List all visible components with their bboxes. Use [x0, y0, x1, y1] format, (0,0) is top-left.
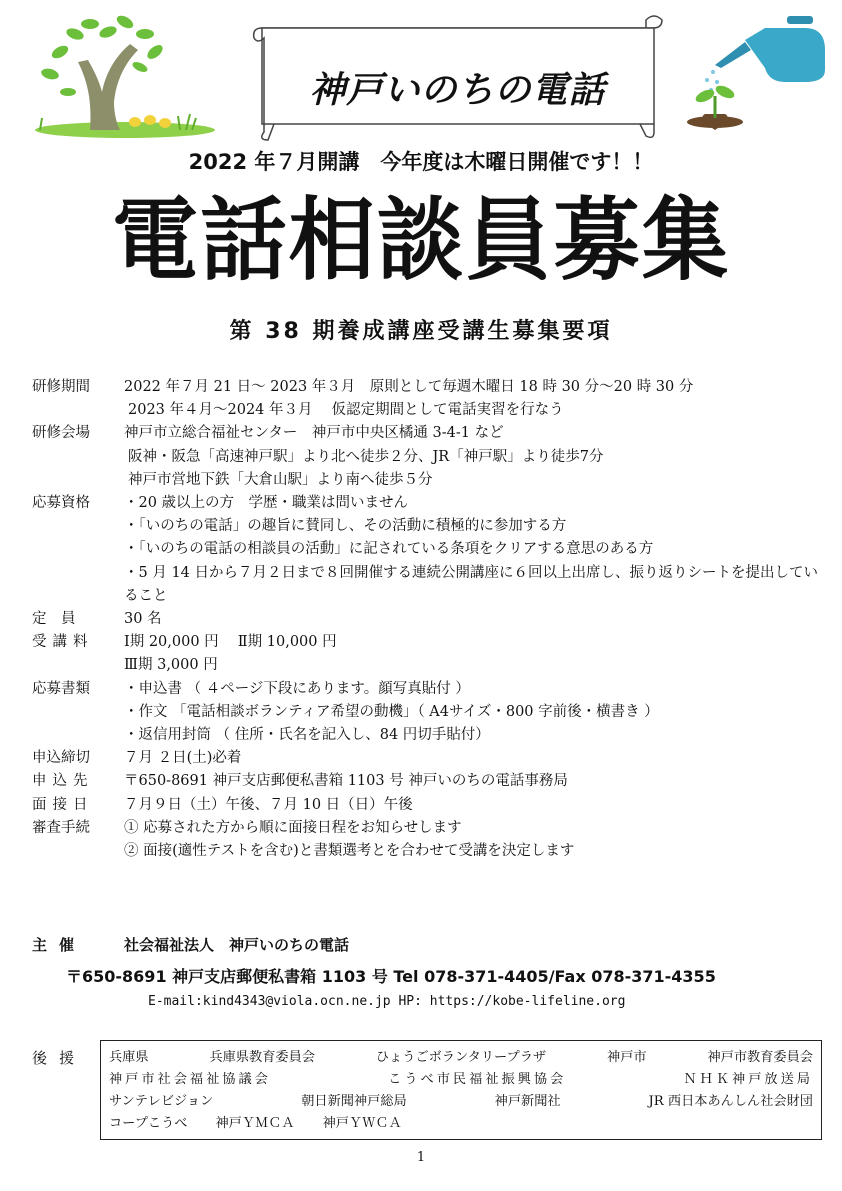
support-org: 神戸ＹＷＣＡ	[322, 1116, 402, 1131]
scroll-title: 神戸いのちの電話	[309, 70, 606, 111]
interview-row	[32, 794, 832, 817]
documents-item1: ・申込書 （ ４ページ下段にあります。顔写真貼付 ）	[124, 680, 470, 697]
deadline-value: ７月 ２日(土)必着	[124, 750, 242, 767]
destination-label: 申込先	[32, 773, 94, 790]
main-title: 電話相談員募集	[111, 188, 731, 293]
screening-item1: ① 応募された方から順に面接日程をお知らせします	[124, 819, 462, 836]
subtitle: 2022 年７月開講 今年度は木曜日開催です！！	[188, 150, 654, 174]
documents-item2: ・作文 「電話相談ボランティア希望の動機」（ A4サイズ・800 字前後・横書き ）	[124, 703, 659, 720]
support-org: 兵庫県教育委員会	[209, 1050, 315, 1065]
support-box	[100, 1040, 822, 1140]
support-org: 兵庫県	[109, 1050, 149, 1065]
screening-item2: ② 面接(適性テストを含む)と書類選考とを合わせて受講を決定します	[124, 843, 575, 860]
support-org: 神戸市社会福祉協議会	[109, 1072, 271, 1087]
deadline-row	[32, 747, 832, 770]
support-line3	[109, 1091, 813, 1113]
title-scroll	[250, 12, 665, 142]
capacity-row	[32, 608, 832, 631]
support-org: 朝日新聞神戸総局	[301, 1094, 407, 1109]
organizer-address: 〒650-8691 神戸支店郵便私書箱 1103 号 Tel 078-371-4405/Fax 078-371-4355	[66, 967, 716, 986]
period-label: 研修期間	[32, 379, 90, 395]
period-line2: 2023 年４月～2024 年３月 仮認定期間として電話実習を行なう	[128, 402, 564, 419]
support-org: JR 西日本あんしん社会財団	[648, 1094, 813, 1109]
page-number: 1	[416, 1150, 426, 1165]
organizer-name: 社会福祉法人 神戸いのちの電話	[124, 936, 350, 954]
period-line1: 2022 年７月 21 日～ 2023 年３月 原則として毎週木曜日 18 時 30 分～20 時 30 分	[124, 379, 694, 395]
support-org: 神戸市教育委員会	[707, 1050, 813, 1065]
sprout-watering-can-illustration	[685, 10, 835, 135]
venue-label: 研修会場	[32, 425, 90, 442]
support-line1	[109, 1047, 813, 1069]
documents-row	[32, 678, 832, 701]
fee-label: 受講料	[32, 634, 94, 651]
support-org: サンテレビジョン	[109, 1094, 214, 1109]
organizer	[32, 934, 349, 955]
support-org: 神戸新聞社	[494, 1094, 561, 1109]
organizer-contact: E-mail:kind4343@viola.ocn.ne.jp HP: https://kobe-lifeline.org	[148, 994, 626, 1009]
section-title: 第 38 期養成講座受講生募集要項	[229, 319, 613, 344]
organizer-label: 主催	[32, 936, 87, 954]
capacity-label: 定 員	[32, 611, 76, 628]
tree-illustration	[30, 12, 220, 142]
venue-line1: 神戸市立総合福祉センター 神戸市中央区橘通 3-4-1 など	[124, 425, 504, 442]
screening-label: 審査手続	[32, 819, 90, 836]
support-org: ひょうごボランタリープラザ	[375, 1050, 547, 1065]
support-org: こうべ市民福祉振興協会	[388, 1072, 567, 1087]
fee-line1: Ⅰ期 20,000 円 Ⅱ期 10,000 円	[124, 634, 337, 651]
documents-item3: ・返信用封筒 （ 住所・氏名を記入し、84 円切手貼付）	[124, 727, 490, 744]
support-org: ＮＨＫ神戸放送局	[683, 1072, 813, 1087]
capacity-value: 30 名	[124, 611, 162, 628]
support-line2	[109, 1069, 813, 1091]
support-org: 神戸ＹＭＣＡ	[215, 1116, 295, 1131]
eligibility-label: 応募資格	[32, 495, 90, 512]
support-org: コープこうべ	[109, 1116, 188, 1131]
support-label: 後援	[32, 1049, 87, 1067]
destination-row	[32, 770, 832, 793]
venue-line2: 阪神・阪急「高速神戸駅」より北へ徒歩２分、JR「神戸駅」より徒歩7分	[128, 448, 604, 465]
fee-line2: Ⅲ期 3,000 円	[124, 657, 218, 674]
recruitment-details	[32, 376, 832, 863]
support-line4	[109, 1113, 813, 1135]
eligibility-row	[32, 492, 832, 515]
fee-row	[32, 631, 832, 654]
destination-value: 〒650-8691 神戸支店郵便私書箱 1103 号 神戸いのちの電話事務局	[124, 773, 568, 790]
interview-label: 面接日	[32, 796, 94, 813]
period-row	[32, 376, 832, 399]
eligibility-item2: ・「いのちの電話」の趣旨に賛同し、その活動に積極的に参加する方	[124, 518, 567, 535]
eligibility-item3: ・「いのちの電話の相談員の活動」に記されている条項をクリアする意思のある方	[124, 541, 654, 558]
screening-row	[32, 817, 832, 840]
eligibility-item1: ・20 歳以上の方 学歴・職業は問いません	[124, 495, 409, 512]
eligibility-item4: ・5 月 14 日から７月２日まで８回開催する連続公開講座に６回以上出席し、振り返りシートを提出していること	[124, 564, 818, 604]
interview-value: ７月９日（土）午後、７月 10 日（日）午後	[124, 796, 413, 813]
support-org: 神戸市	[607, 1050, 647, 1065]
venue-row	[32, 422, 832, 445]
venue-line3: 神戸市営地下鉄「大倉山駅」より南へ徒歩５分	[128, 471, 433, 488]
documents-label: 応募書類	[32, 680, 90, 697]
deadline-label: 申込締切	[32, 750, 90, 767]
